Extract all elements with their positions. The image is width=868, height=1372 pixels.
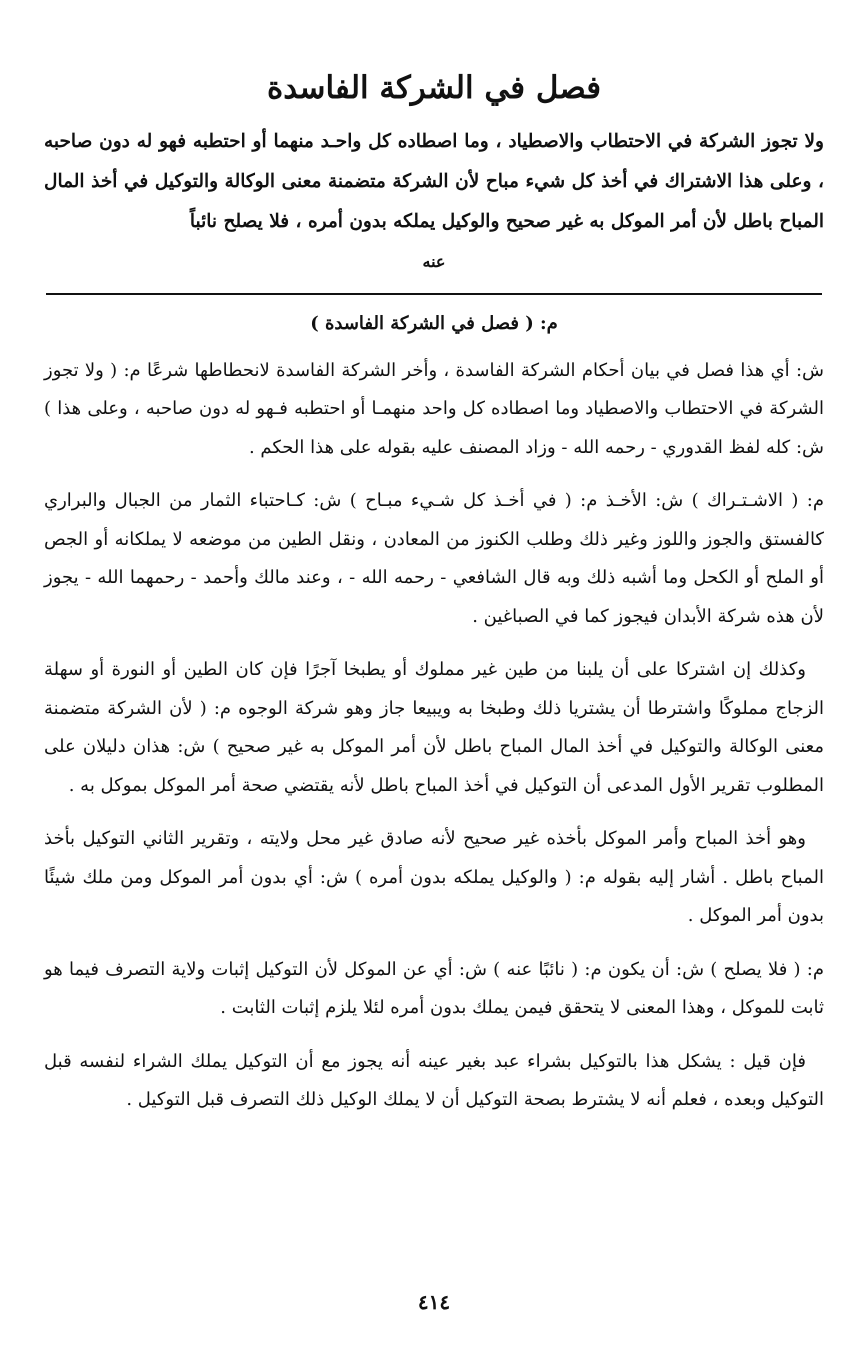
commentary-paragraph: م: ( فلا يصلح ) ش: أن يكون م: ( نائبًا عنه ) ش: أي عن الموكل لأن التوكيل إثبات ولاية التصرف فيما هو ثابت للموكل ، وهذا المعنى لا يتحقق فيمن يملك بدون أمره لئلا يلزم إثبات الثابت . [44,958,824,1018]
page-number: ٤١٤ [417,1290,451,1314]
commentary-heading: م: ( فصل في الشركة الفاسدة ) [310,313,558,334]
commentary-paragraph: وكذلك إن اشتركا على أن يلبنا من طين غير مملوك أو يطبخا آجرًا فإن كان الطين أو النورة أو سهلة الزجاج مملوكًا واشترطا أن يشتريا ذلك وطبخا به ويبيعا جاز وهو شركة الوجوه م: ( لأن الشركة متضمنة معنى الوكالة والتوكيل في أخذ المال المباح باطل لأن أمر الموكل به غير صحيح ) ش: هذان دليلان على المطلوب تقرير الأول المدعى أن التوكيل في أخذ المباح باطل لأنه يقتضي صحة أمر الموكل بموكل به . [44,659,824,796]
main-text [44,122,824,282]
commentary-paragraph: فإن قيل : يشكل هذا بالتوكيل بشراء عبد بغير عينه أنه يجوز مع أن التوكيل يملك الشراء لنفسه قبل التوكيل وبعده ، فعلم أنه لا يشترط بصحة التوكيل أن لا يملك الوكيل ذلك التصرف قبل التوكيل . [44,1050,824,1110]
commentary-paragraph: م: ( الاشـتـراك ) ش: الأخـذ م: ( في أخـذ كل شـيء مبـاح ) ش: كـاحتباء الثمار من الجبال والبراري كالفستق والجوز واللوز وغير ذلك وطلب الكنوز من المعادن ، ونقل الطين من موضعه لا يملكانه أو الجص أو الملح أو الكحل وما أشبه ذلك وبه قال الشافعي - رحمه الله - ، وعند مالك وأحمد - رحمهما الله - يجوز لأن هذه شركة الأبدان فيجوز كما في الصباغين . [44,490,824,627]
main-text-body: ولا تجوز الشركة في الاحتطاب والاصطياد ، وما اصطاده كل واحـد منهما أو احتطبه فهو له دون صاحبه ، وعلى هذا الاشتراك في أخذ كل شيء مباح لأن الشركة متضمنة معنى الوكالة والتوكيل في أخذ المال المباح باطل لأن أمر الموكل به غير صحيح والوكيل يملكه بدون أمره ، فلا يصلح نائباً [44,131,824,232]
commentary [44,305,824,1135]
main-text-tail: عنه [422,252,446,271]
separator-line [46,293,822,295]
commentary-paragraph: وهو أخذ المباح وأمر الموكل بأخذه غير صحيح لأنه صادق غير محل ولايته ، وتقرير الثاني التوكيل بأخذ المباح باطل . أشار إليه بقوله م: ( والوكيل يملكه بدون أمره ) ش: أي بدون أمر الموكل ومن ملك شيئًا بدون أمر الموكل . [44,828,824,926]
section-title: فصل في الشركة الفاسدة [266,70,602,106]
commentary-paragraph: ش: أي هذا فصل في بيان أحكام الشركة الفاسدة ، وأخر الشركة الفاسدة لانحطاطها شرعًا م: ( ولا تجوز الشركة في الاحتطاب والاصطياد وما اصطاده كل واحد منهمـا أو احتطبه فـهو له دون صاحبه ، وعلى هذا ) ش: كله لفظ القدوري - رحمه الله - وزاد المصنف عليه بقوله على هذا الحكم . [44,359,824,458]
